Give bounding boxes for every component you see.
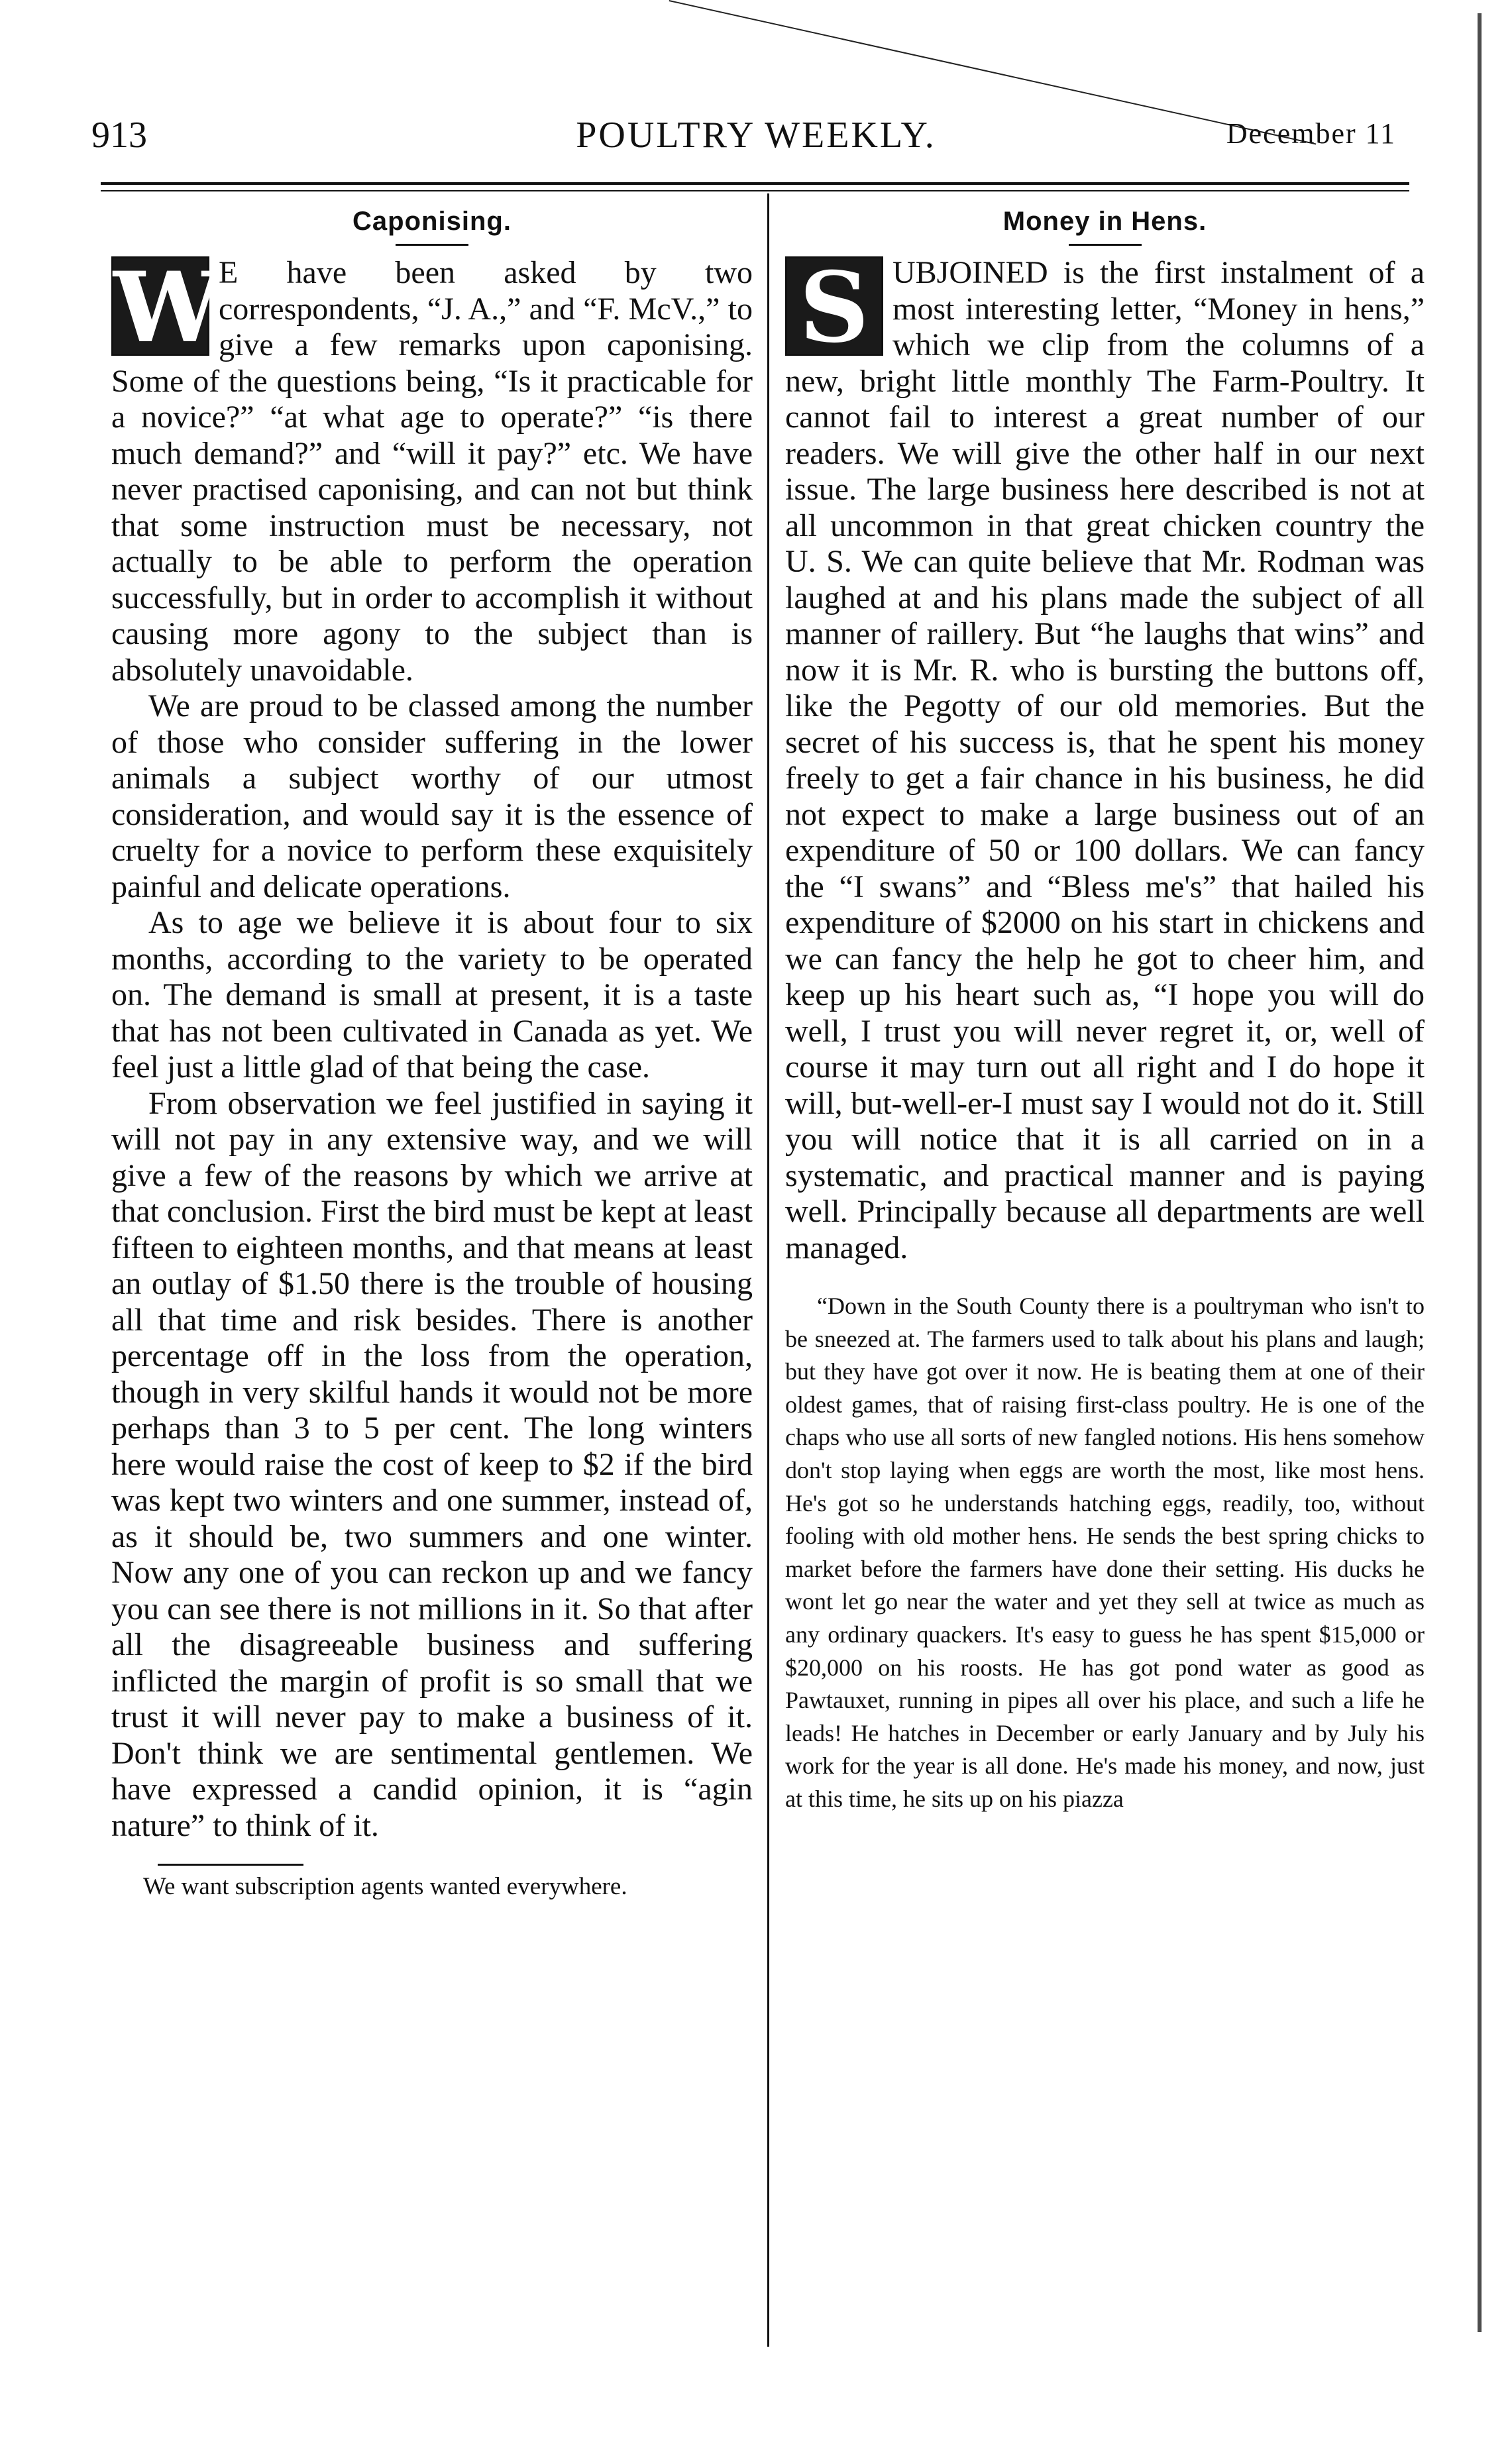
page-number: 913 (91, 115, 147, 156)
quoted-paragraph: “Down in the South County there is a poultryman who isn't to be sneezed at. The farmers used to talk about his plans and laugh; but they have got over it now. He is beating them at one of their oldest games, that of raising first-class poultry. He is one of the chaps who use all sorts of new fangled notions. His hens somehow don't stop laying when eggs are worth the most, like most hens. He's got so he understands hatching eggs, readily, too, without fooling with old mother hens. He sends the best spring chicks to market before the farmers have done their setting. His ducks he wont let go near the water and yet they sell at twice as much as any ordinary quackers. It's easy to guess he has spent $15,000 or $20,000 on his roosts. He has got pond water as good as Pawtauxet, running in pipes all over his place, and such a life he leads! He hatches in December or early January and by July his work for the year is all done. He's made his money, and now, just at this time, he sits up on his piazza (785, 1293, 1425, 1812)
page-edge-line (1478, 13, 1482, 2332)
page-header (0, 114, 1512, 174)
headline-rule (396, 244, 468, 246)
publication-title: POULTRY WEEKLY. (576, 115, 936, 156)
paragraph: We are proud to be classed among the number of those who consider suffering in the lower animals a subject worthy of our utmost consideration, and would say it is the essence of cruelty for a novice to perform these exquisitely painful and delicate operations. (111, 688, 753, 904)
left-column (111, 205, 753, 1901)
article-headline: Money in Hens. (1002, 207, 1207, 236)
note-rule (158, 1864, 303, 1866)
quoted-letter (785, 1290, 1425, 1816)
issue-date: December 11 (1226, 117, 1396, 150)
paragraph: S UBJOINED is the first instalment of a most interesting letter, “Money in hens,” which we clip from the columns of a new, bright little monthly The Farm-Poultry. It cannot fail to interest a great number of our readers. We will give the other half in our next issue. The large business here described is not at all uncommon in that great chicken country the U. S. We can quite believe that Mr. Rodman was laughed at and his plans made the subject of all manner of raillery. But “he laughs that wins” and now it is Mr. R. who is bursting the buttons off, like the Pegotty of our old memories. But the secret of his success is, that he spent his money freely to get a fair chance in his business, he did not expect to make a large business out of an expenditure of 50 or 100 dollars. We can fancy the “I swans” and “Bless me's” that hailed his expenditure of $2000 on his start in chickens and we can fancy the help he got to cheer him, and keep up his heart such as, “I hope you will do well, I trust you will never regret it, or, well of course it may turn out all right and I do hope it will, but-well-er-I must say I would not do it. Still you will notice that it is all carried on in a systematic, and practical manner and is paying well. Principally because all departments are well managed. (785, 251, 1425, 1265)
paragraph: From observation we feel justified in saying it will not pay in any extensive way, and we will give a few of the reasons by which we arrive at that conclusion. First the bird must be kept at least fifteen to eighteen months, and that means at least an outlay of $1.50 there is the trouble of housing all that time and risk besides. There is another percentage off in the loss from the operation, though in very skilful hands it would not be more perhaps than 3 to 5 per cent. The long winters here would raise the cost of keep to $2 if the bird was kept two winters and one summer, instead of, as it should be, two summers and one winter. Now any one of you can reckon up and we fancy you can see there is not millions in it. So that after all the disagreeable business and suffering inflicted the margin of profit is so small that we trust it will never pay to make a business of it. Don't think we are sentimental gentlemen. We have expressed a candid opinion, it is “agin nature” to think of it. (111, 1085, 753, 1843)
paragraph: As to age we believe it is about four to six months, according to the variety to be operated on. The demand is small at present, it is a taste that has not been cultivated in Canada as yet. We feel just a little glad of that being the case. (111, 905, 753, 1085)
drop-cap: S (785, 256, 883, 356)
header-rule-thin (101, 190, 1409, 191)
right-column (785, 205, 1425, 1816)
article-headline: Caponising. (352, 207, 512, 236)
footer-note: We want subscription agents wanted everywhere. (143, 1873, 627, 1900)
headline-rule (1069, 244, 1142, 246)
column-divider (767, 193, 769, 2347)
header-rule (101, 182, 1409, 185)
article-body (785, 251, 1425, 1266)
article-body (111, 251, 753, 1844)
drop-cap: W (111, 256, 209, 356)
paragraph: W E have been asked by two correspondents, “J. A.,” and “F. McV.,” to give a few remarks upon caponising. Some of the questions being, “Is it practicable for a novice?” “at what age to operate?” “is there much demand?” and “will it pay?” etc. We have never practised caponising, and can not but think that some instruction must be necessary, not actually to be able to perform the operation successfully, but in order to accomplish it without causing more agony to the subject than is absolutely unavoidable. (111, 251, 753, 688)
